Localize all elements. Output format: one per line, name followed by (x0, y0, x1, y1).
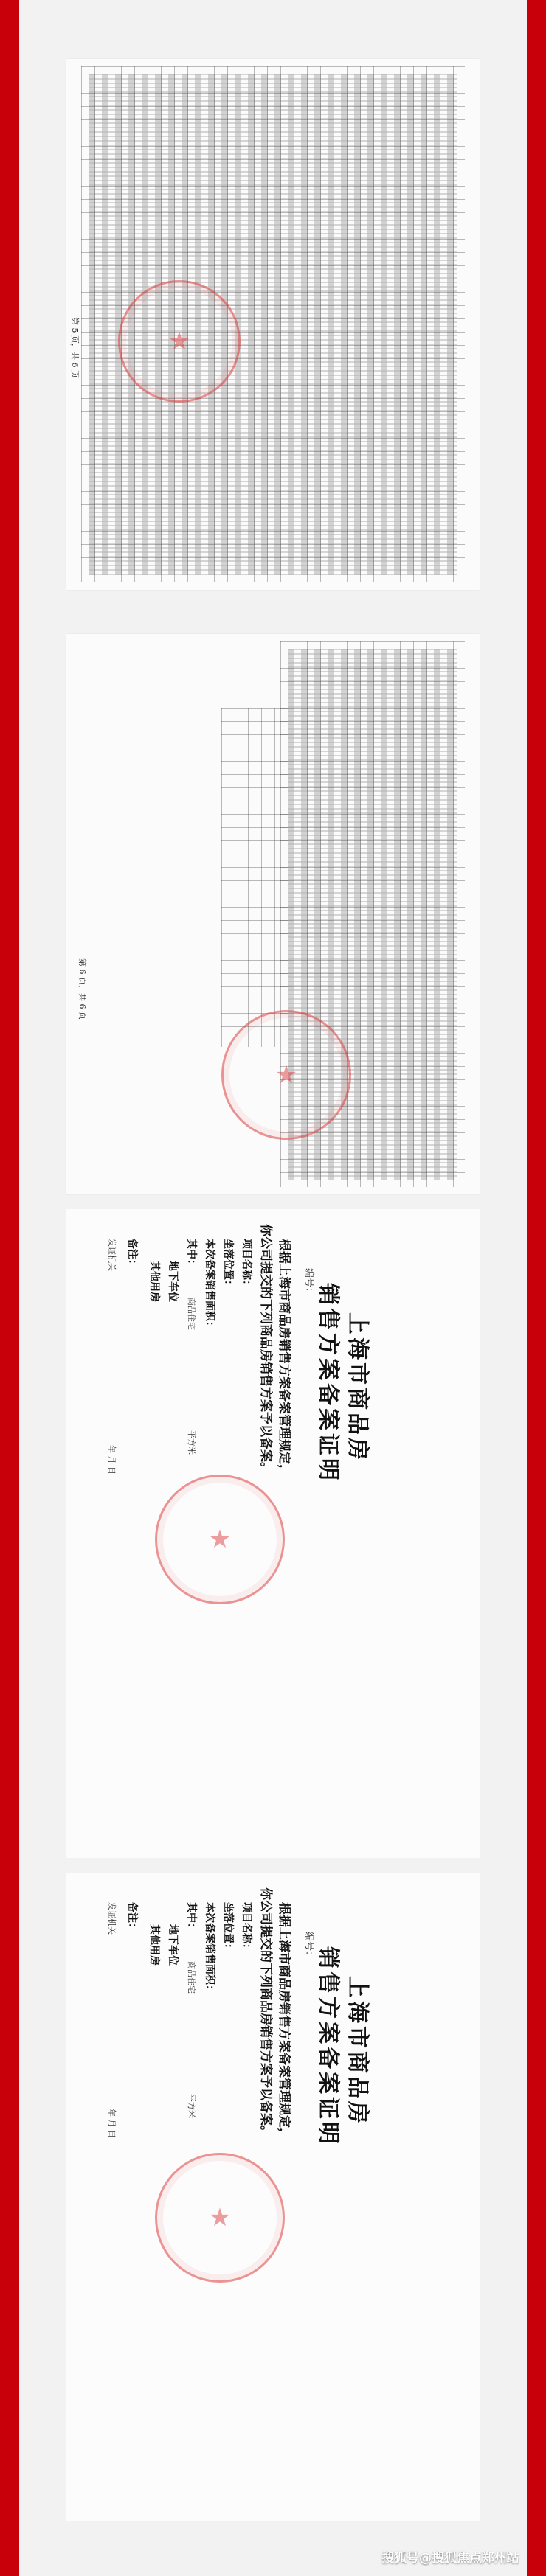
official-seal (155, 2153, 285, 2283)
certificate-subtitle: 销售方案备案证明 (315, 1946, 341, 2147)
certificate-title: 上海市商品房 (345, 1312, 370, 1463)
unit-sqm: 平方米 (187, 1430, 196, 1455)
remark-label: 备注： (126, 1902, 138, 1933)
issue-date: 年 月 日 (107, 1445, 117, 1475)
official-seal (155, 1475, 285, 1604)
certificate-body-line1: 根据上海市商品房销售方案备案管理规定， (277, 1902, 291, 2140)
field-residential: 商品住宅 (187, 1298, 196, 1330)
certificate-body-line2: 你公司提交的下列商品房销售方案予以备案。 (258, 1887, 273, 2138)
page-number: 第 6 页，共 6 页 (77, 958, 87, 1020)
watermark-text: 搜狐号@搜狐焦点郑州站 (381, 2551, 519, 2566)
certificate-body-line2: 你公司提交的下列商品房销售方案予以备案。 (258, 1224, 273, 1475)
issuing-authority: 发证机关 (107, 1239, 117, 1271)
field-sales-area: 本次备案销售面积： (204, 1902, 215, 1995)
official-seal (118, 280, 241, 403)
field-project-name: 项目名称： (241, 1902, 252, 1954)
field-other-rooms: 其他用房 (148, 1261, 160, 1302)
field-parking: 地下车位 (167, 1261, 179, 1302)
field-project-name: 项目名称： (241, 1239, 252, 1290)
certificate-subtitle: 销售方案备案证明 (315, 1283, 341, 1483)
official-seal (221, 1010, 351, 1140)
unit-sqm: 平方米 (187, 2094, 196, 2118)
summary-table-grid (221, 708, 288, 1047)
field-parking: 地下车位 (167, 1924, 179, 1966)
price-table-page-2 (66, 634, 480, 1194)
certificate-body-line1: 根据上海市商品房销售方案备案管理规定， (277, 1239, 291, 1477)
page-number: 第 5 页，共 6 页 (70, 317, 80, 378)
sales-plan-certificate-2 (66, 1873, 480, 2521)
field-of-which: 其中： (185, 1902, 197, 1933)
issue-date: 年 月 日 (107, 2109, 117, 2138)
field-sales-area: 本次备案销售面积： (204, 1239, 215, 1331)
sales-plan-certificate-1 (66, 1209, 480, 1858)
certificate-title: 上海市商品房 (345, 1976, 370, 2126)
certificate-number: 编号： (303, 1268, 314, 1298)
field-location: 坐落位置： (222, 1239, 234, 1290)
certificate-number: 编号： (303, 1932, 314, 1961)
field-other-rooms: 其他用房 (148, 1924, 160, 1966)
field-residential: 商品住宅 (187, 1961, 196, 1994)
remark-label: 备注： (126, 1239, 138, 1270)
price-table-page-1 (66, 59, 480, 590)
field-of-which: 其中： (185, 1239, 197, 1270)
issuing-authority: 发证机关 (107, 1902, 117, 1935)
field-location: 坐落位置： (222, 1902, 234, 1954)
